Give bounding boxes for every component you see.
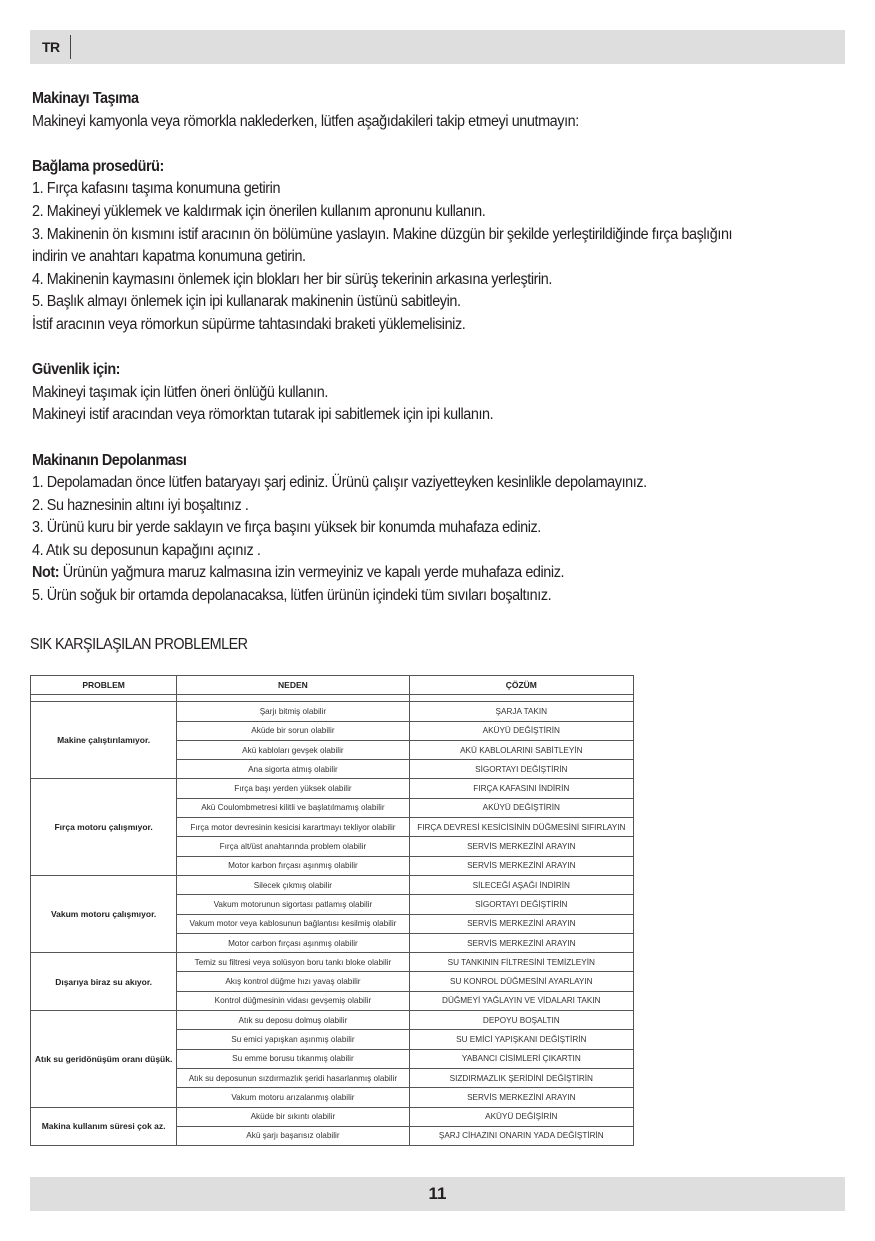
cause-cell: Atık su deposunun sızdırmazlık şeridi hasarlanmış olabilir <box>177 1068 409 1087</box>
binding-line: 4. Makinenin kaymasını önlemek için blokları her bir sürüş tekerinin arkasına yerleştirin. <box>32 270 552 288</box>
solution-cell: ŞARJA TAKIN <box>409 702 633 721</box>
solution-cell: AKÜYÜ DEĞİŞTİRİN <box>409 798 633 817</box>
cause-cell: Su emici yapışkan aşınmış olabilir <box>177 1030 409 1049</box>
cause-cell: Motor carbon fırçası aşınmış olabilir <box>177 933 409 952</box>
note-label: Not: <box>32 564 60 582</box>
cause-cell: Su emme borusu tıkanmış olabilir <box>177 1049 409 1068</box>
storage-line: 1. Depolamadan önce lütfen bataryayı şarj ediniz. Ürünü çalışır vaziyetteyken kesinlikle depolamayınız. <box>32 474 647 492</box>
solution-cell: SU KONROL DÜĞMESİNİ AYARLAYIN <box>409 972 633 991</box>
cause-cell: Fırça motor devresinin kesicisi karartmayı tekliyor olabilir <box>177 818 409 837</box>
safety-title: Güvenlik için: <box>32 361 121 379</box>
solution-cell: AKÜ KABLOLARINI SABİTLEYİN <box>409 740 633 759</box>
solution-cell: SU EMİCİ YAPIŞKANI DEĞİŞTİRİN <box>409 1030 633 1049</box>
cause-cell: Ana sigorta atmış olabilir <box>177 760 409 779</box>
problem-cell: Dışarıya biraz su akıyor. <box>31 953 177 1011</box>
table-row <box>31 1011 634 1030</box>
note-text: Ürünün yağmura maruz kalmasına izin vermeyiniz ve kapalı yerde muhafaza ediniz. <box>59 564 565 582</box>
cause-cell: Temiz su filtresi veya solüsyon boru tankı bloke olabilir <box>177 953 409 972</box>
problem-cell: Atık su geridönüşüm oranı düşük. <box>31 1011 177 1107</box>
binding-line: 3. Makinenin ön kısmını istif aracının ön bölümüne yaslayın. Makine düzgün bir şekilde yerleştirildiğinde fırça başlığını <box>32 225 733 243</box>
header-divider <box>70 35 71 59</box>
solution-cell: SERVİS MERKEZİNİ ARAYIN <box>409 933 633 952</box>
binding-line: 1. Fırça kafasını taşıma konumuna getirin <box>32 180 281 198</box>
header-problem: PROBLEM <box>31 676 177 695</box>
solution-cell: SERVİS MERKEZİNİ ARAYIN <box>409 856 633 875</box>
cause-cell: Akış kontrol düğme hızı yavaş olabilir <box>177 972 409 991</box>
cause-cell: Vakum motor veya kablosunun bağlantısı kesilmiş olabilir <box>177 914 409 933</box>
cause-cell: Akü kabloları gevşek olabilir <box>177 740 409 759</box>
binding-line: İstif aracının veya römorkun süpürme tahtasındaki braketi yüklemelisiniz. <box>32 315 466 333</box>
transport-title: Makinayı Taşıma <box>32 90 139 107</box>
solution-cell: SİGORTAYI DEĞİŞTİRİN <box>409 895 633 914</box>
cause-cell: Akü şarjı başarısız olabilir <box>177 1126 409 1145</box>
cause-cell: Fırça başı yerden yüksek olabilir <box>177 779 409 798</box>
header-solution: ÇÖZÜM <box>409 676 633 695</box>
solution-cell: SERVİS MERKEZİNİ ARAYIN <box>409 837 633 856</box>
transport-intro: Makineyi kamyonla veya römorkla naklederken, lütfen aşağıdakileri takip etmeyi unutmayın: <box>32 112 579 130</box>
table-row <box>31 779 634 798</box>
cause-cell: Aküde bir sıkıntı olabilir <box>177 1107 409 1126</box>
cause-cell: Motor karbon fırçası aşınmış olabilir <box>177 856 409 875</box>
safety-line: Makineyi taşımak için lütfen öneri önlüğü kullanın. <box>32 383 328 401</box>
header-bar <box>30 30 845 64</box>
table-row <box>31 702 634 721</box>
solution-cell: YABANCI CİSİMLERİ ÇIKARTIN <box>409 1049 633 1068</box>
storage-line: 2. Su haznesinin altını iyi boşaltınız . <box>32 496 249 514</box>
solution-cell: AKÜYÜ DEĞİŞİRİN <box>409 1107 633 1126</box>
page-number: 11 <box>428 1184 447 1203</box>
table-row <box>31 875 634 894</box>
problem-cell: Makina kullanım süresi çok az. <box>31 1107 177 1146</box>
solution-cell: ŞARJ CİHAZINI ONARIN YADA DEĞİŞTİRİN <box>409 1126 633 1145</box>
spacer-row <box>31 695 634 702</box>
problem-cell: Makine çalıştırılamıyor. <box>31 702 177 779</box>
table-row <box>31 1107 634 1126</box>
cause-cell: Akü Coulombmetresi kilitli ve başlatılmamış olabilir <box>177 798 409 817</box>
binding-line: indirin ve anahtarı kapatma konumuna getirin. <box>32 248 306 266</box>
storage-line: 3. Ürünü kuru bir yerde saklayın ve fırça başını yüksek bir konumda muhafaza ediniz. <box>32 519 541 537</box>
solution-cell: DÜĞMEYİ YAĞLAYIN VE VİDALARI TAKIN <box>409 991 633 1010</box>
cause-cell: Atık su deposu dolmuş olabilir <box>177 1011 409 1030</box>
binding-title: Bağlama prosedürü: <box>32 157 164 175</box>
binding-line: 2. Makineyi yüklemek ve kaldırmak için önerilen kullanım apronunu kullanın. <box>32 202 486 220</box>
cause-cell: Aküde bir sorun olabilir <box>177 721 409 740</box>
language-label: TR <box>42 39 60 55</box>
storage-line: 5. Ürün soğuk bir ortamda depolanacaksa, lütfen ürünün içindeki tüm sıvıları boşaltınız. <box>32 587 552 605</box>
cause-cell: Vakum motorunun sigortası patlamış olabilir <box>177 895 409 914</box>
solution-cell: SU TANKININ FİLTRESİNİ TEMİZLEYİN <box>409 953 633 972</box>
solution-cell: SİLECEĞİ AŞAĞI İNDİRİN <box>409 875 633 894</box>
solution-cell: FIRÇA DEVRESİ KESİCİSİNİN DÜĞMESİNİ SIFIRLAYIN <box>409 818 633 837</box>
storage-line: 4. Atık su deposunun kapağını açınız . <box>32 541 261 559</box>
solution-cell: AKÜYÜ DEĞİŞTİRİN <box>409 721 633 740</box>
cause-cell: Fırça alt/üst anahtarında problem olabilir <box>177 837 409 856</box>
table-header-row <box>31 676 634 695</box>
solution-cell: SIZDIRMAZLIK ŞERİDİNİ DEĞİŞTİRİN <box>409 1068 633 1087</box>
problem-cell: Vakum motoru çalışmıyor. <box>31 875 177 952</box>
footer-bar <box>30 1177 845 1211</box>
cause-cell: Şarjı bitmiş olabilir <box>177 702 409 721</box>
problem-cell: Fırça motoru çalışmıyor. <box>31 779 177 875</box>
cause-cell: Silecek çıkmış olabilir <box>177 875 409 894</box>
solution-cell: DEPOYU BOŞALTIN <box>409 1011 633 1030</box>
binding-line: 5. Başlık almayı önlemek için ipi kullanarak makinenin üstünü sabitleyin. <box>32 293 461 311</box>
storage-note <box>32 562 795 585</box>
cause-cell: Vakum motoru arızalanmış olabilir <box>177 1088 409 1107</box>
cause-cell: Kontrol düğmesinin vidası gevşemiş olabilir <box>177 991 409 1010</box>
safety-line: Makineyi istif aracından veya römorktan tutarak ipi sabitlemek için ipi kullanın. <box>32 406 494 424</box>
solution-cell: SERVİS MERKEZİNİ ARAYIN <box>409 1088 633 1107</box>
troubleshooting-table <box>30 675 634 1146</box>
solution-cell: SERVİS MERKEZİNİ ARAYIN <box>409 914 633 933</box>
problems-title: SIK KARŞILAŞILAN PROBLEMLER <box>30 636 248 653</box>
storage-title: Makinanın Depolanması <box>32 451 187 469</box>
solution-cell: FIRÇA KAFASINI İNDİRİN <box>409 779 633 798</box>
table-row <box>31 953 634 972</box>
main-content <box>32 88 795 608</box>
solution-cell: SİGORTAYI DEĞİŞTİRİN <box>409 760 633 779</box>
header-cause: NEDEN <box>177 676 409 695</box>
